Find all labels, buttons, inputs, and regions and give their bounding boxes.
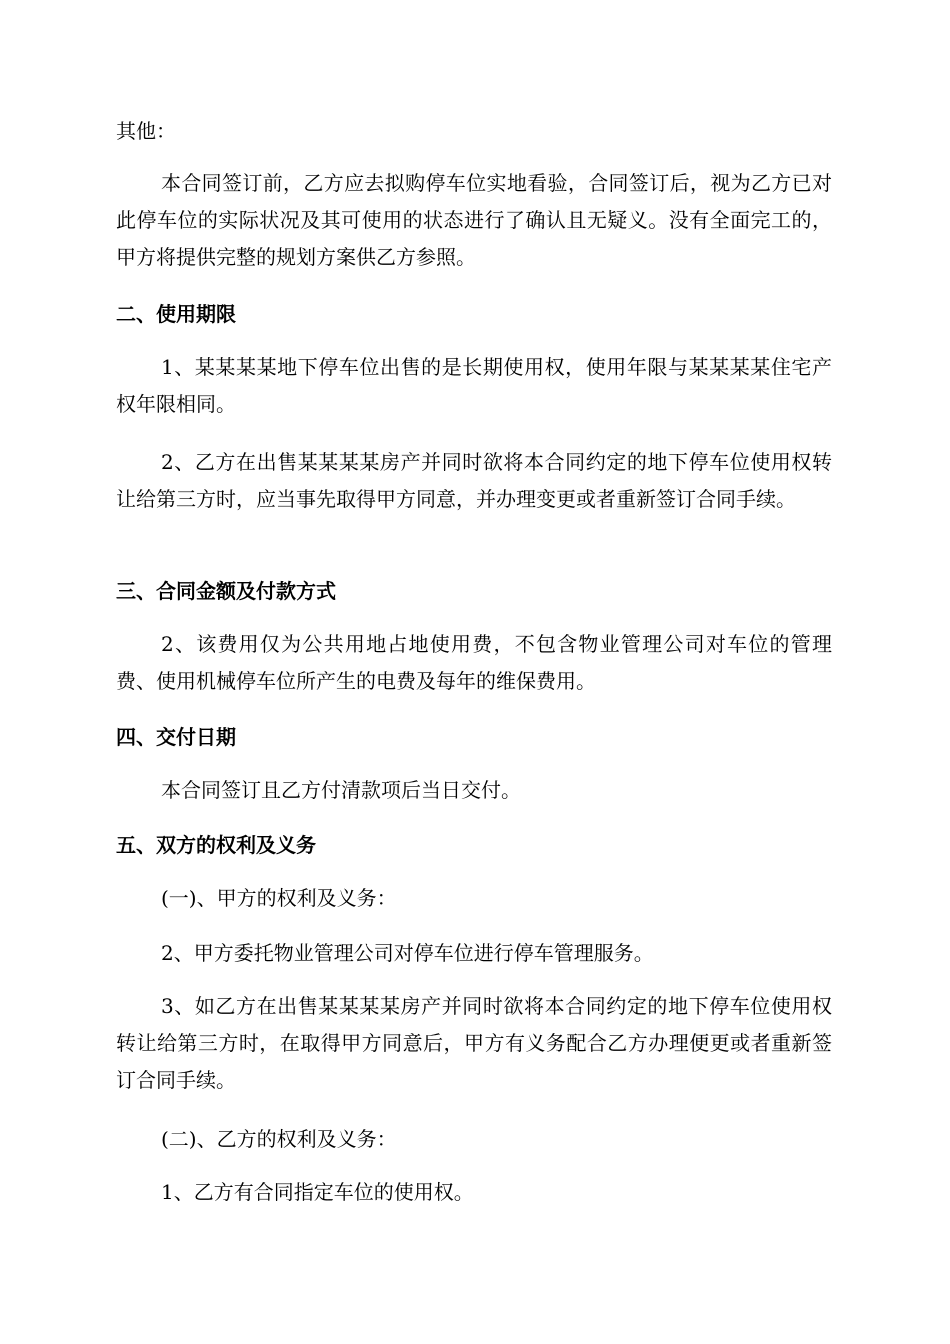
paragraph-inspection: 本合同签订前，乙方应去拟购停车位实地看验，合同签订后，视为乙方已对此停车位的实际状况及其可使用的状态进行了确认且无疑义。没有全面完工的，甲方将提供完整的规划方案供乙方参照。 [116, 171, 832, 269]
paragraph-rights-party-b: (二)、乙方的权利及义务： [161, 1127, 397, 1151]
paragraph-other: 其他： [116, 119, 176, 143]
section-heading-amount: 三、合同金额及付款方式 [116, 579, 336, 603]
paragraph-term-1: 1、某某某某地下停车位出售的是长期使用权，使用年限与某某某某住宅产权年限相同。 [116, 355, 832, 416]
paragraph-rights-party-a: (一)、甲方的权利及义务： [161, 886, 397, 910]
paragraph-term-2: 2、乙方在出售某某某某房产并同时欲将本合同约定的地下停车位使用权转让给第三方时，应当事先取得甲方同意，并办理变更或者重新签订合同手续。 [116, 450, 832, 511]
paragraph-rights-b-1: 1、乙方有合同指定车位的使用权。 [161, 1180, 474, 1204]
section-heading-term: 二、使用期限 [116, 302, 236, 326]
paragraph-delivery: 本合同签订且乙方付清款项后当日交付。 [161, 778, 521, 802]
paragraph-rights-a-3: 3、如乙方在出售某某某某房产并同时欲将本合同约定的地下停车位使用权转让给第三方时，在取得甲方同意后，甲方有义务配合乙方办理便更或者重新签订合同手续。 [116, 994, 832, 1092]
section-heading-delivery: 四、交付日期 [116, 725, 236, 749]
section-heading-rights: 五、双方的权利及义务 [116, 833, 316, 857]
paragraph-rights-a-2: 2、甲方委托物业管理公司对停车位进行停车管理服务。 [161, 941, 654, 965]
paragraph-amount-2: 2、该费用仅为公共用地占地使用费，不包含物业管理公司对车位的管理费、使用机械停车位所产生的电费及每年的维保费用。 [116, 632, 832, 693]
